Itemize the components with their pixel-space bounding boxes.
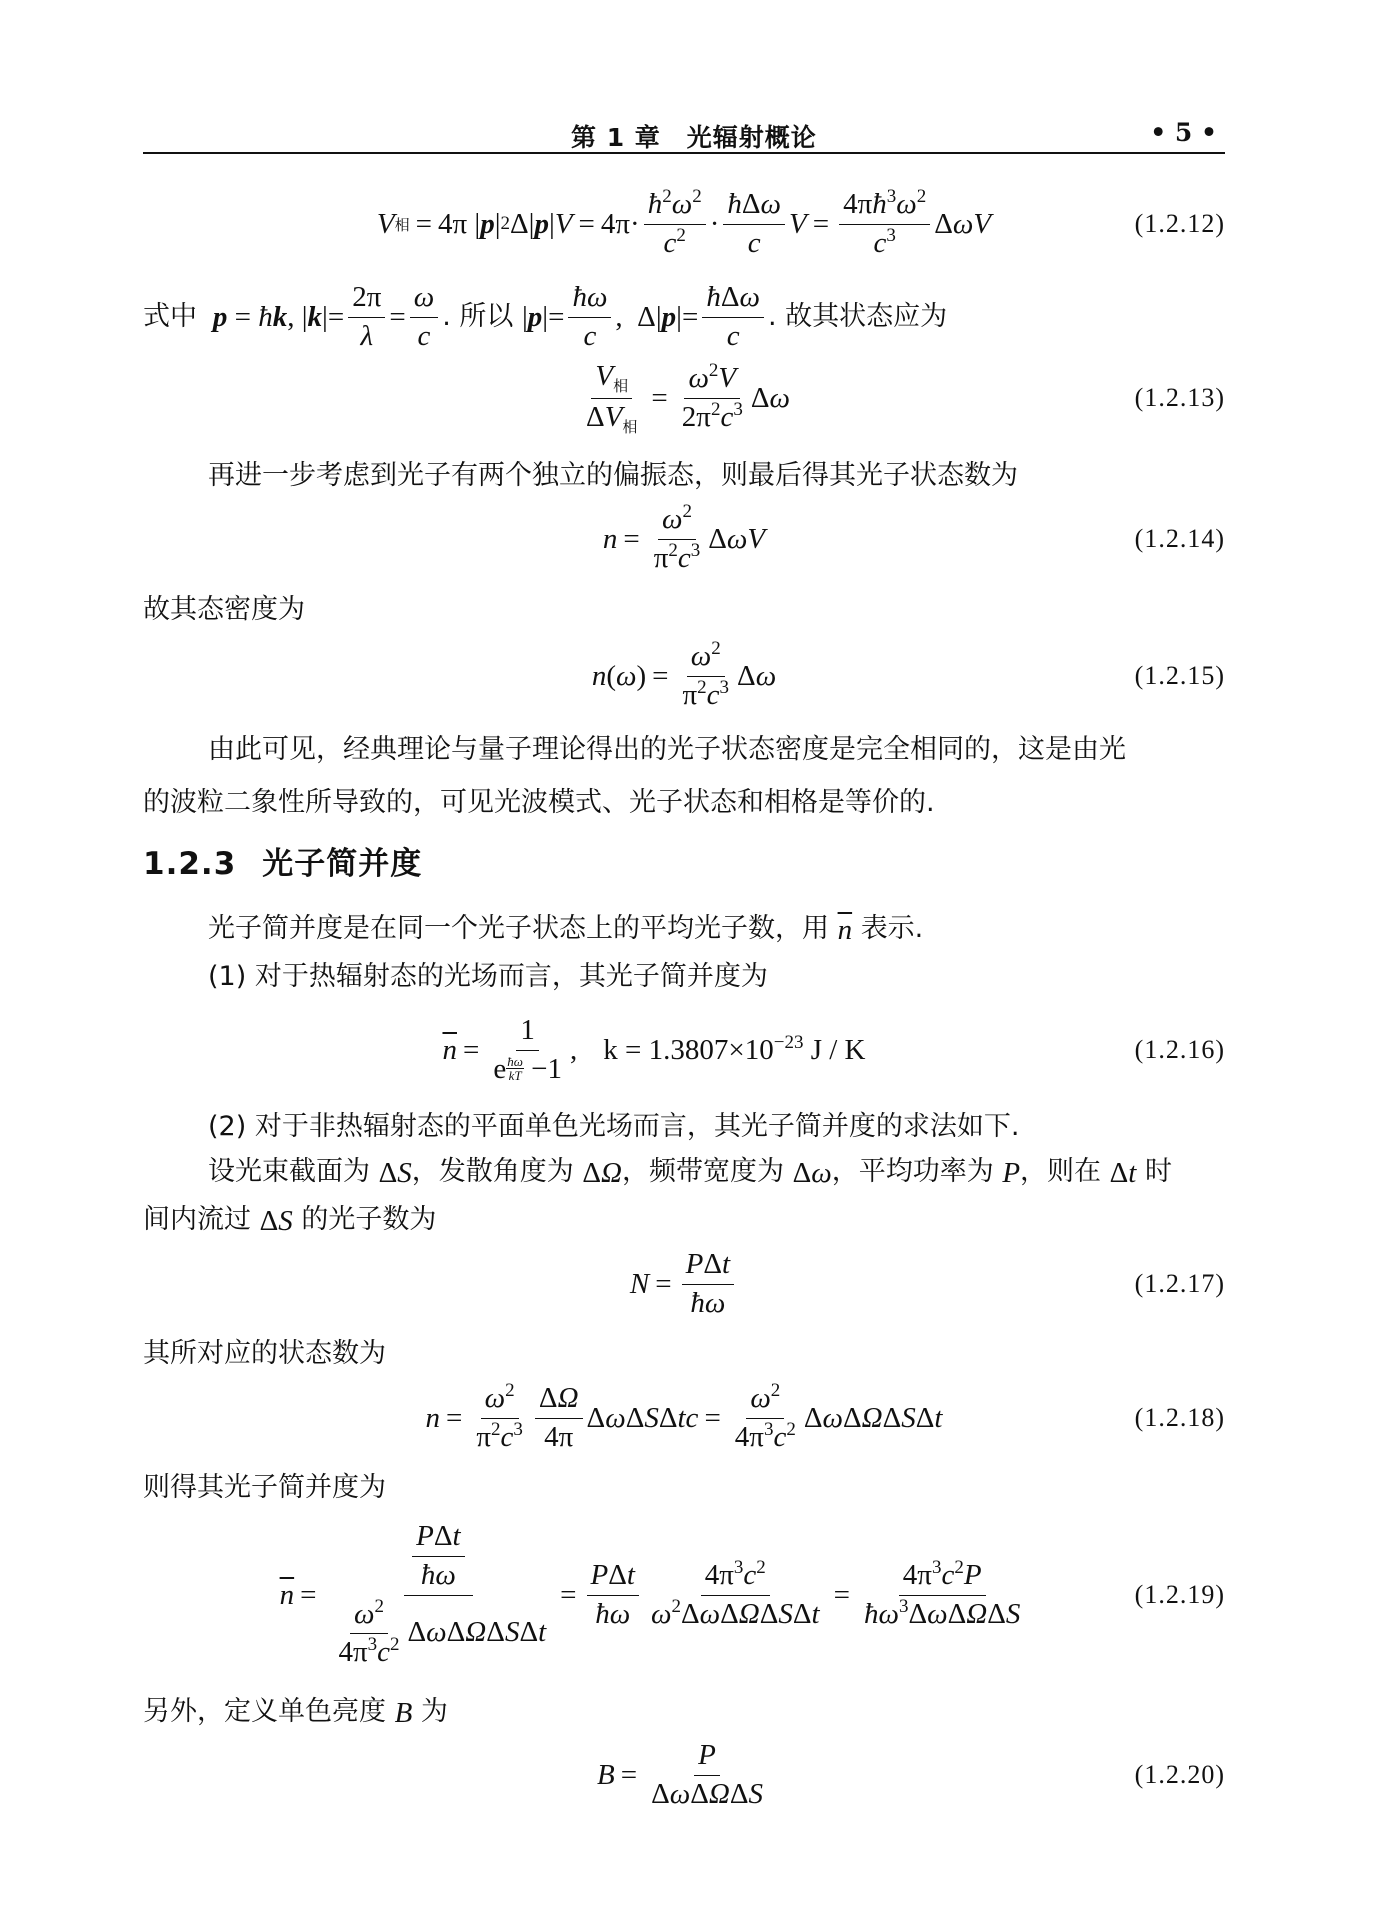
equation-1-2-16: $\overline{n}$ = 1 e $\frac{ħ\omega}{kT}$ −1 , $k = 1.3807\times 10^{-23}$ J / K (1.2.16) [442,1013,1225,1085]
equation-number: (1.2.15) [1134,661,1225,690]
equation-1-2-15: n ( ω ) = $\frac{\omega^2}{\pi^2c^3}$ Δ ω (1.2.15) [591,637,1225,711]
paragraph-nonthermal: (2) 对于非热辐射态的平面单色光场而言，其光子简并度的求法如下. [208,1111,1020,1142]
paragraph-beam-line-2: 间内流过 Δ S 的光子数为 [143,1204,437,1237]
text-part: ，发散角度为 [411,1156,574,1187]
text-part: ，频带宽度为 [621,1156,784,1187]
text-part: 表示. [860,913,924,944]
equation-number: (1.2.17) [1134,1269,1225,1298]
equation-1-2-18: n = $\frac{\omega^2}{\pi^2c^3}$ $\frac{\Delta\Omega}{4\pi}$ Δ ω Δ S Δ tc = $\frac{\omega^2}{4\pi^3c^2}$ Δ ω Δ Ω Δ S Δ t (1.2.18) [425,1379,1225,1453]
text-part: 光子简并度是在同一个光子状态上的平均光子数，用 [208,913,829,944]
paragraph-conclusion-line-2: 的波粒二象性所导致的，可见光波模式、光子状态和相格是等价的. [143,787,935,818]
text-part: 间内流过 [143,1204,251,1235]
exponent: −23 [773,1031,804,1053]
equation-number: (1.2.19) [1134,1580,1225,1609]
text-part: ，平均功率为 [831,1156,994,1187]
equation-number: (1.2.20) [1134,1760,1225,1789]
inline-math-p: | p |= $\frac{ħ\omega}{c}$ , Δ| p |= $\frac{\text{ħΔω}}{c}$ [522,282,768,353]
equation-number: (1.2.18) [1134,1403,1225,1432]
text-part: 时 [1144,1156,1172,1187]
paragraph-polarization: 再进一步考虑到光子有两个独立的偏振态，则最后得其光子状态数为 [208,460,1018,491]
text-part: 为 [420,1696,448,1727]
equation-1-2-14: n = $\frac{\omega^2}{\pi^2c^3}$ Δ ωV (1.2.14) [602,500,1225,574]
paragraph-degeneracy-definition: 光子简并度是在同一个光子状态上的平均光子数，用 $\overline{n}$ 表示. [208,913,924,946]
paragraph-degeneracy-result: 则得其光子简并度为 [143,1472,386,1503]
equation-1-2-12: V 相 = 4π | p | 2 Δ| p | V = 4π· $\frac{ħ^2\omega^2}{c^2}$ · $\frac{\text{ħΔω}}{c}$ V = $\frac{4\pi ħ^3\omega^2}{c^3}$ Δ ωV (1.2.12) [376,185,1225,259]
text-part: 设光束截面为 [208,1156,370,1187]
text-lead: 式中 [143,300,197,332]
running-header [143,118,1225,154]
equation-1-2-20: B = $\frac{P}{\text{ΔωΔΩΔS}}$ (1.2.20) [596,1738,1225,1810]
section-heading [143,838,422,883]
equation-number: (1.2.16) [1134,1035,1225,1064]
paragraph-density-intro: 故其态密度为 [143,594,305,625]
equation-number: (1.2.13) [1134,383,1225,412]
paragraph-thermal: (1) 对于热辐射态的光场而言，其光子简并度为 [208,961,768,992]
text-part: 另外，定义单色亮度 [143,1696,386,1727]
text-part: ，则在 [1020,1156,1102,1187]
paragraph-state-count: 其所对应的状态数为 [143,1338,386,1369]
paragraph-brightness: 另外，定义单色亮度 B 为 [143,1696,448,1729]
page-number: • 5 • [1150,118,1217,147]
equation-1-2-17: N = $\frac{\text{PΔt}}{ħ\omega}$ (1.2.17) [629,1247,1225,1319]
boltzmann-constant: k = 1.3807×10 [603,1033,774,1066]
equation-1-2-19: $\overline{n}$ = $\frac{\text{PΔt}}{ħ\omega}$ $\frac{\omega^2}{4\pi^3c^2}$ ΔωΔΩΔSΔt = $\frac{\text{PΔt}}{ħ\omega}$ $\frac{4\pi^3c^2}{\omega^2\Delta\omega\Delta\Omega\Delta S\Delta t}$ = $\frac{4\pi^3c^2P}{ħ\omega^3\Delta\omega\Delta\Omega\Delta S}$ (1.2.19) [279,1519,1225,1669]
paragraph-momentum [143,282,1225,353]
equation-1-2-13: $\frac{V_相}{\Delta V_相}$ = $\frac{\omega^2V}{2\pi^2c^3}$ Δ ω (1.2.13) [586,359,1225,436]
equation-number: (1.2.12) [1134,209,1225,238]
paragraph-beam-line-1: 设光束截面为 Δ S ，发散角度为 Δ Ω ，频带宽度为 Δ ω ，平均功率为 P ，则在 Δ t 时 [208,1156,1172,1189]
text-part: 的光子数为 [301,1204,437,1235]
section-title: 光子简并度 [262,846,423,882]
equation-number: (1.2.14) [1134,524,1225,553]
inline-math-momentum: p = ħ k , | k |= $\frac{2\pi}{\lambda}$ = $\frac{\omega}{c}$ [206,282,443,353]
chapter-title: 第 1 章 光辐射概论 [571,123,817,152]
section-number: 1.2.3 [143,846,237,882]
unit: J / K [803,1033,866,1066]
paragraph-conclusion-line-1: 由此可见，经典理论与量子理论得出的光子状态密度是完全相同的，这是由光 [208,734,1126,765]
text-so: . 所以 [442,300,514,332]
text-tail: . 故其状态应为 [767,300,948,332]
